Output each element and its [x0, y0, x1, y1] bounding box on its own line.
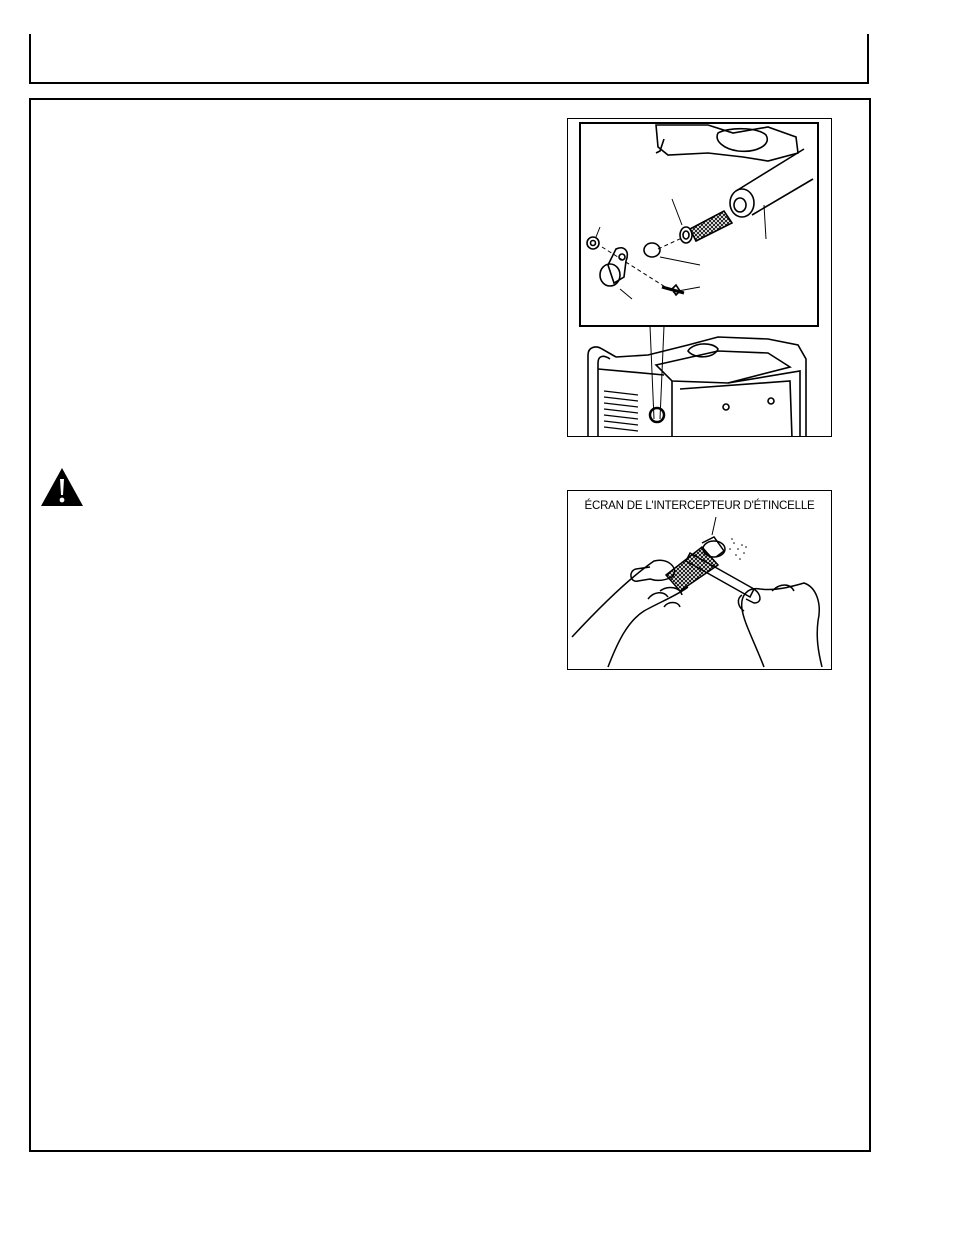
left-hand [572, 560, 675, 637]
vent-grille [604, 391, 638, 431]
spark-arrester-screen-part [690, 211, 732, 241]
page-header-frame [29, 34, 869, 84]
gasket-ring [644, 243, 660, 257]
cleaning-drawing [568, 491, 832, 670]
screen-cleaning-figure [567, 490, 832, 670]
spark-arrester-exploded-figure [567, 118, 832, 437]
right-hand [742, 583, 822, 667]
debris-particles [729, 538, 747, 560]
exploded-diagram-drawing [568, 119, 832, 437]
nut-part [587, 237, 599, 249]
warning-triangle-icon [40, 466, 84, 508]
figure-caption: ÉCRAN DE L'INTERCEPTEUR D'ÉTINCELLE [584, 500, 815, 512]
muffler-outlet [650, 408, 664, 422]
